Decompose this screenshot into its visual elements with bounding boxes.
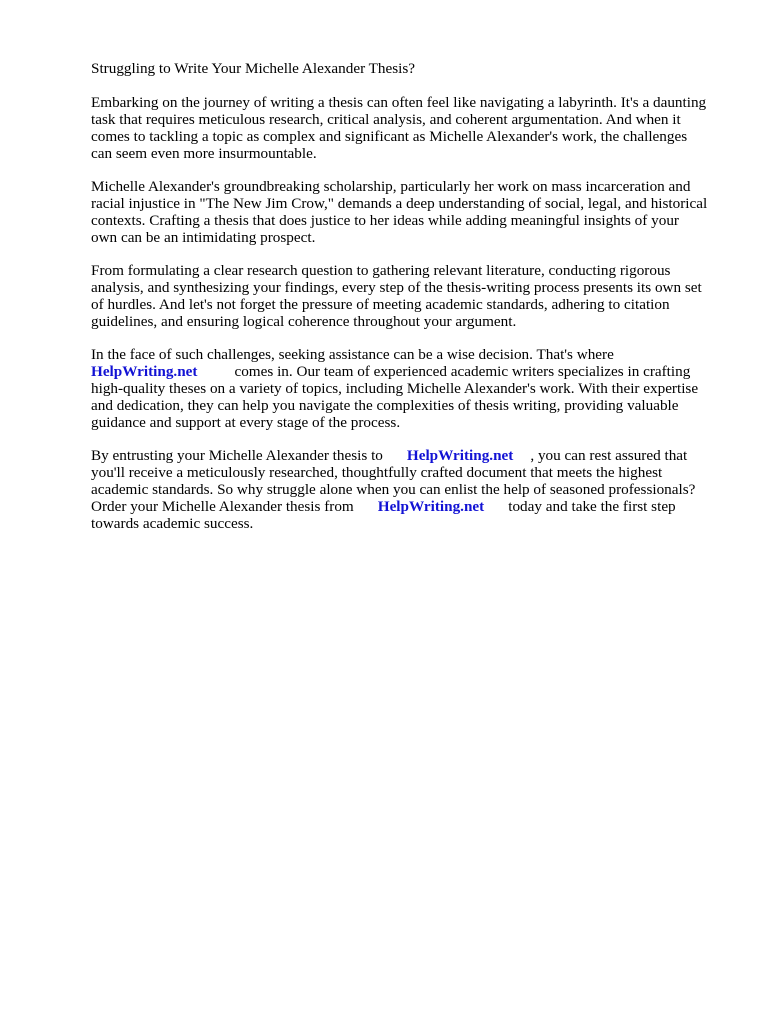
document-page	[91, 60, 731, 548]
text-line: From formulating a clear research question to gathering relevant literature, conducting rigorous	[91, 262, 671, 279]
text-fragment: today and take the first step	[508, 498, 676, 515]
document-title: Struggling to Write Your Michelle Alexander Thesis?	[91, 60, 416, 77]
text-line: racial injustice in "The New Jim Crow," demands a deep understanding of social, legal, and historical	[91, 195, 708, 212]
text-fragment: Order your Michelle Alexander thesis from	[91, 498, 354, 515]
text-line: high-quality theses on a variety of topics, including Michelle Alexander's work. With their expertise	[91, 380, 699, 397]
text-fragment: comes in. Our team of experienced academic writers specializes in crafting	[234, 363, 691, 380]
text-line: contexts. Crafting a thesis that does justice to her ideas while adding meaningful insights of your	[91, 212, 679, 229]
text-fragment: By entrusting your Michelle Alexander thesis to	[91, 447, 383, 464]
paragraph-scholarship	[91, 178, 731, 246]
paragraph-conclusion	[91, 447, 731, 532]
helpwriting-link[interactable]: HelpWriting.net	[377, 498, 485, 515]
text-line: guidelines, and ensuring logical coherence throughout your argument.	[91, 313, 517, 330]
text-line	[91, 363, 731, 380]
text-line: academic standards. So why struggle alone when you can enlist the help of seasoned professionals?	[91, 481, 696, 498]
text-line	[91, 498, 731, 515]
paragraph-assistance	[91, 346, 731, 431]
text-line: you'll receive a meticulously researched, thoughtfully crafted document that meets the highest	[91, 464, 663, 481]
text-line: and dedication, they can help you navigate the complexities of thesis writing, providing valuable	[91, 397, 679, 414]
helpwriting-link[interactable]: HelpWriting.net	[91, 363, 198, 380]
text-line: towards academic success.	[91, 515, 254, 532]
text-line: guidance and support at every stage of the process.	[91, 414, 401, 431]
text-line: own can be an intimidating prospect.	[91, 229, 316, 246]
text-line: comes to tackling a topic as complex and significant as Michelle Alexander's work, the challenges	[91, 128, 688, 145]
text-line: In the face of such challenges, seeking assistance can be a wise decision. That's where	[91, 346, 614, 363]
helpwriting-link[interactable]: HelpWriting.net	[406, 447, 514, 464]
text-line: Michelle Alexander's groundbreaking scholarship, particularly her work on mass incarceration and	[91, 178, 691, 195]
paragraph-intro	[91, 94, 731, 162]
text-fragment: , you can rest assured that	[530, 447, 688, 464]
text-line: Embarking on the journey of writing a thesis can often feel like navigating a labyrinth. It's a daunting	[91, 94, 707, 111]
text-line: task that requires meticulous research, critical analysis, and coherent argumentation. And when it	[91, 111, 681, 128]
text-line: of hurdles. And let's not forget the pressure of meeting academic standards, adhering to citation	[91, 296, 670, 313]
text-line	[91, 447, 731, 464]
text-line: can seem even more insurmountable.	[91, 145, 317, 162]
text-line: analysis, and synthesizing your findings, every step of the thesis-writing process presents its own set	[91, 279, 702, 296]
paragraph-hurdles	[91, 262, 731, 330]
